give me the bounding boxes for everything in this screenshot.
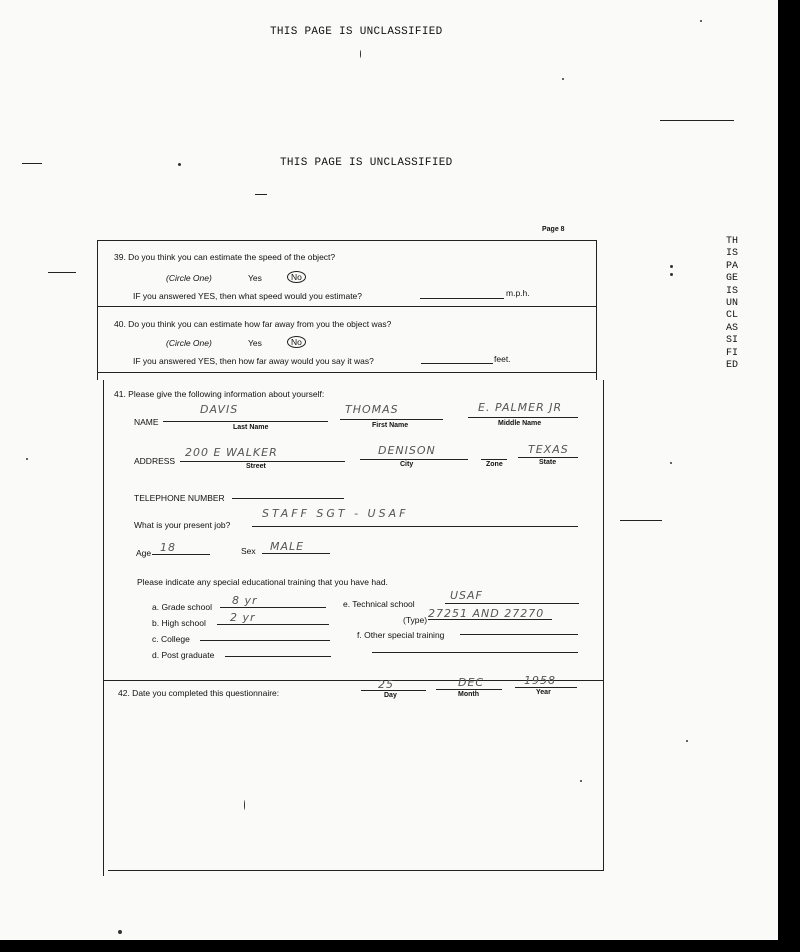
q40-yes-option[interactable]: Yes	[248, 338, 262, 348]
q40-no-circled: No	[287, 336, 306, 348]
q42-question: 42. Date you completed this questionnaire:	[118, 688, 280, 698]
middle-name-caption: Middle Name	[498, 420, 542, 427]
high-school-value: 2 yr	[230, 611, 256, 624]
first-name-line[interactable]	[340, 419, 443, 420]
type-line[interactable]	[428, 619, 552, 620]
grade-school-line[interactable]	[220, 607, 326, 608]
technical-school-value: USAF	[450, 589, 483, 602]
classification-banner-vertical: THIS PAGE IS UNCLASSIFIED	[726, 236, 745, 372]
classification-banner-top: THIS PAGE IS UNCLASSIFIED	[270, 26, 443, 38]
state-value: TEXAS	[528, 443, 569, 456]
high-school-label: b. High school	[152, 618, 206, 628]
q39-no-option[interactable]	[287, 271, 306, 283]
day-caption: Day	[384, 692, 397, 699]
state-line[interactable]	[518, 457, 578, 458]
college-label: c. College	[152, 634, 190, 644]
q40-followup: IF you answered YES, then how far away would you say it was?	[133, 356, 374, 366]
city-line[interactable]	[360, 459, 468, 460]
q39-speed-line[interactable]	[420, 298, 504, 299]
q40-circle-one: (Circle One)	[166, 338, 212, 348]
last-name-line[interactable]	[163, 421, 328, 422]
q39-yes-option[interactable]: Yes	[248, 273, 262, 283]
street-line[interactable]	[180, 461, 345, 462]
post-graduate-label: d. Post graduate	[152, 650, 215, 660]
telephone-line[interactable]	[232, 498, 344, 499]
last-name-value: DAVIS	[200, 403, 239, 416]
middle-name-value: E. PALMER JR	[478, 401, 563, 414]
q39-question: 39. Do you think you can estimate the speed of the object?	[114, 252, 336, 262]
address-label: ADDRESS	[134, 456, 176, 466]
job-line[interactable]	[252, 526, 578, 527]
q40-unit: feet.	[494, 354, 511, 364]
technical-school-line[interactable]	[445, 603, 579, 604]
age-label: Age	[136, 548, 152, 558]
grade-school-label: a. Grade school	[152, 602, 213, 612]
technical-school-label: e. Technical school	[343, 599, 415, 609]
q40-question: 40. Do you think you can estimate how far away from you the object was?	[114, 319, 392, 329]
age-value: 18	[160, 541, 176, 554]
classification-banner-second: THIS PAGE IS UNCLASSIFIED	[280, 157, 453, 169]
job-label: What is your present job?	[134, 520, 231, 530]
sex-line[interactable]	[262, 553, 330, 554]
month-value: DEC	[458, 676, 485, 689]
type-value: 27251 AND 27270	[428, 607, 545, 620]
age-line[interactable]	[152, 554, 210, 555]
state-caption: State	[539, 459, 557, 466]
city-caption: City	[400, 461, 414, 468]
first-name-caption: First Name	[372, 422, 409, 429]
other-training-line-2[interactable]	[372, 652, 578, 653]
zone-line[interactable]	[481, 459, 507, 460]
street-value: 200 E WALKER	[185, 446, 278, 459]
post-graduate-line[interactable]	[225, 656, 331, 657]
job-value: STAFF SGT - USAF	[262, 507, 409, 520]
sex-label: Sex	[241, 546, 256, 556]
street-caption: Street	[246, 463, 266, 470]
page-number: Page 8	[542, 226, 565, 233]
grade-school-value: 8 yr	[232, 594, 258, 607]
education-label: Please indicate any special educational training that you have had.	[137, 577, 388, 587]
year-line[interactable]	[515, 687, 577, 688]
year-value: 1958	[524, 674, 556, 687]
q40-distance-line[interactable]	[421, 363, 493, 364]
first-name-value: THOMAS	[345, 403, 399, 416]
other-training-line[interactable]	[460, 634, 578, 635]
day-value: 25	[378, 678, 394, 691]
q41-question: 41. Please give the following information about yourself:	[114, 389, 325, 399]
telephone-label: TELEPHONE NUMBER	[134, 493, 225, 503]
q39-unit: m.p.h.	[506, 288, 530, 298]
month-line[interactable]	[436, 689, 502, 690]
type-label: (Type)	[403, 615, 428, 625]
q40-no-option[interactable]	[287, 336, 306, 348]
q39-circle-one: (Circle One)	[166, 273, 212, 283]
month-caption: Month	[458, 691, 479, 698]
name-label: NAME	[134, 417, 159, 427]
last-name-caption: Last Name	[233, 424, 269, 431]
middle-name-line[interactable]	[468, 417, 578, 418]
high-school-line[interactable]	[217, 624, 329, 625]
q39-followup: IF you answered YES, then what speed would you estimate?	[133, 291, 363, 301]
zone-caption: Zone	[486, 461, 503, 468]
city-value: DENISON	[378, 444, 436, 457]
q39-no-circled: No	[287, 271, 306, 283]
college-line[interactable]	[200, 640, 330, 641]
other-training-label: f. Other special training	[357, 630, 445, 640]
sex-value: MALE	[270, 540, 305, 553]
year-caption: Year	[536, 689, 551, 696]
day-line[interactable]	[361, 690, 426, 691]
